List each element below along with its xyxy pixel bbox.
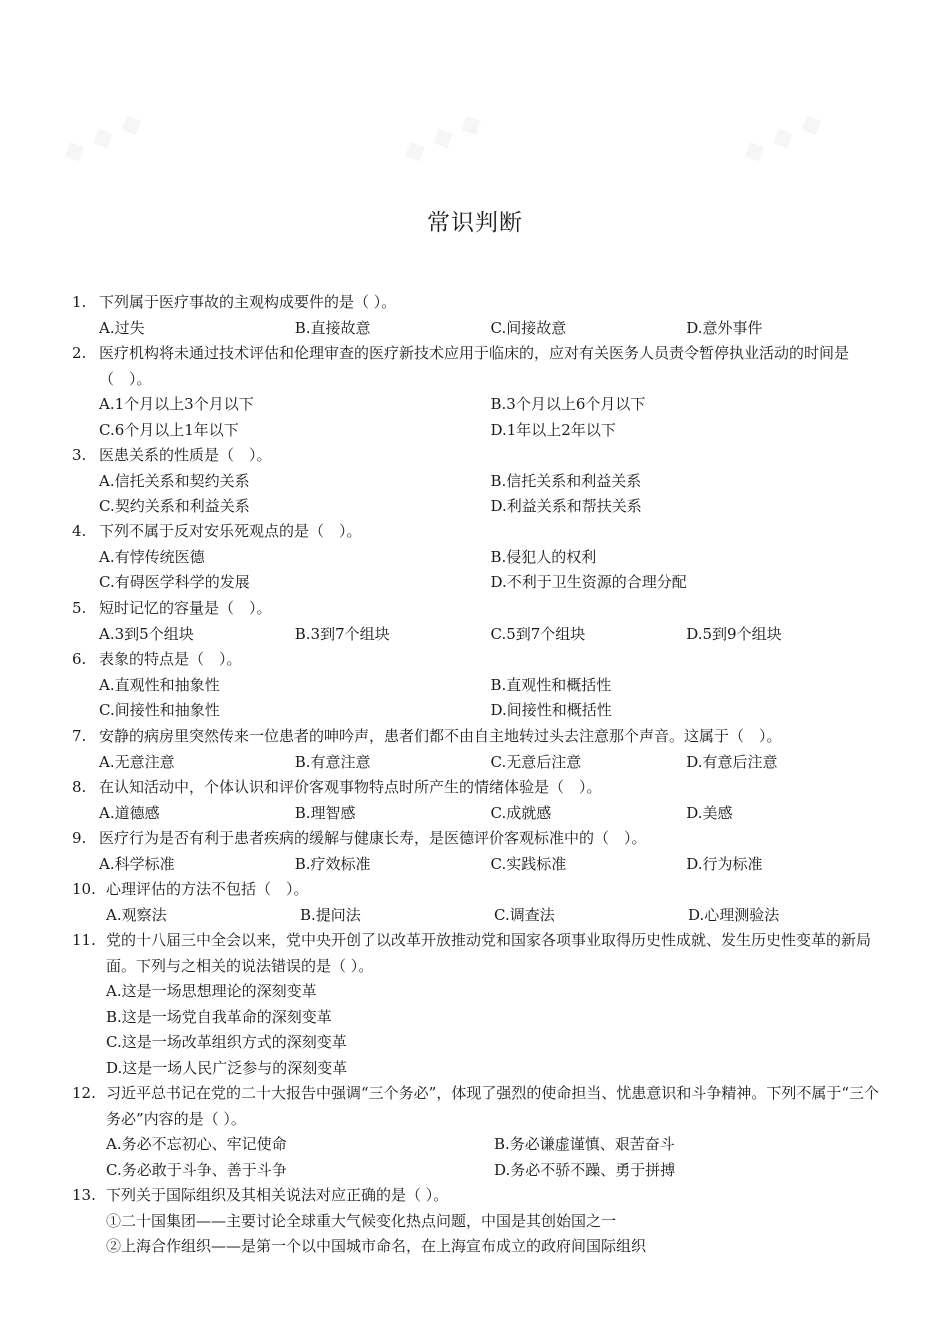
option-a: A.这是一场思想理论的深刻变革: [106, 982, 317, 1000]
option-d: D.利益关系和帮扶关系: [490, 497, 642, 515]
question-number: 5.: [72, 599, 87, 617]
question-number: 3.: [72, 446, 87, 464]
option-a: A.务必不忘初心、牢记使命: [106, 1135, 287, 1153]
option-a: A.道德感: [99, 803, 160, 822]
question-number: 7.: [72, 727, 87, 745]
question-number: 2.: [72, 344, 87, 362]
question-4: [72, 519, 882, 596]
option-c: C.6个月以上1年以下: [99, 420, 239, 439]
question-2: [72, 341, 882, 443]
question-number: 11.: [72, 931, 96, 949]
option-a: A.科学标准: [99, 854, 175, 873]
option-a: A.无意注意: [99, 752, 175, 771]
watermark: [397, 104, 487, 169]
question-number: 12.: [72, 1084, 96, 1102]
question-9: [72, 826, 882, 877]
option-d: D.务必不骄不躁、勇于拼搏: [494, 1160, 676, 1179]
question-5: [72, 596, 882, 647]
question-stem: 下列属于医疗事故的主观构成要件的是（ ）。: [99, 293, 397, 311]
option-c: C.务必敢于斗争、善于斗争: [106, 1160, 287, 1179]
question-number: 10.: [72, 880, 96, 898]
question-10: [72, 877, 882, 928]
watermark: [57, 104, 147, 169]
option-c: C.无意后注意: [490, 752, 582, 771]
question-stem: 安静的病房里突然传来一位患者的呻吟声，患者们都不由自主地转过头去注意那个声音。这属于（ ）。: [99, 727, 782, 745]
question-number: 6.: [72, 650, 87, 668]
option-a: A.信托关系和契约关系: [99, 471, 250, 490]
option-a: A.过失: [99, 318, 145, 337]
question-stem: 心理评估的方法不包括（ ）。: [106, 880, 309, 898]
question-number: 1.: [72, 293, 87, 311]
question-number: 8.: [72, 778, 87, 796]
option-b: B.侵犯人的权利: [490, 547, 597, 566]
option-b: B.有意注意: [294, 752, 371, 771]
question-number: 9.: [72, 829, 87, 847]
watermark: [737, 104, 827, 169]
option-d: D.行为标准: [686, 854, 763, 873]
option-d: D.5到9个组块: [686, 624, 782, 643]
question-13: [72, 1183, 882, 1260]
question-stem: 党的十八届三中全会以来，党中央开创了以改革开放推动党和国家各项事业取得历史性成就、发生历史性变革的新局面。下列与之相关的说法错误的是（ ）。: [106, 931, 872, 975]
option-d: D.美感: [686, 803, 733, 822]
option-c: C.间接故意: [490, 318, 567, 337]
option-d: D.心理测验法: [688, 905, 780, 924]
question-stem: 医疗行为是否有利于患者疾病的缓解与健康长寿，是医德评价客观标准中的（ ）。: [99, 829, 647, 847]
option-b: B.3个月以上6个月以下: [490, 395, 646, 413]
option-b: B.这是一场党自我革命的深刻变革: [106, 1007, 332, 1026]
statement-item: ②上海合作组织——是第一个以中国城市命名，在上海宣布成立的政府间国际组织: [106, 1237, 647, 1255]
option-a: A.有悖传统医德: [99, 547, 205, 566]
question-stem: 在认知活动中，个体认识和评价客观事物特点时所产生的情绪体验是（ ）。: [99, 778, 602, 796]
question-number: 4.: [72, 522, 87, 540]
question-8: [72, 775, 882, 826]
option-a: A.直观性和抽象性: [99, 675, 220, 694]
question-stem: 医患关系的性质是（ ）。: [99, 446, 272, 464]
option-b: B.3到7个组块: [294, 624, 390, 643]
option-b: B.疗效标准: [294, 854, 371, 873]
question-3: [72, 443, 882, 520]
question-stem: 短时记忆的容量是（ ）。: [99, 599, 272, 617]
page-title: 常识判断: [427, 210, 523, 236]
option-c: C.契约关系和利益关系: [99, 497, 250, 515]
option-a: A.3到5个组块: [99, 624, 194, 643]
question-stem: 下列关于国际组织及其相关说法对应正确的是（ ）。: [106, 1186, 449, 1204]
question-7: [72, 724, 882, 775]
question-stem: 医疗机构将未通过技术评估和伦理审查的医疗新技术应用于临床的，应对有关医务人员责令暂停执业活动的时间是（ ）。: [99, 344, 850, 388]
option-c: C.间接性和抽象性: [99, 701, 220, 719]
question-number: 13.: [72, 1186, 96, 1204]
question-stem: 下列不属于反对安乐死观点的是（ ）。: [99, 522, 362, 540]
option-d: D.不利于卫生资源的合理分配: [490, 573, 687, 591]
question-11: [72, 928, 882, 1081]
option-b: B.提问法: [300, 905, 361, 924]
option-c: C.实践标准: [490, 854, 567, 873]
option-d: D.意外事件: [686, 318, 763, 337]
question-stem: 习近平总书记在党的二十大报告中强调“三个务必”，体现了强烈的使命担当、忧患意识和斗争精神。下列不属于“三个务必”内容的是（ ）。: [106, 1084, 880, 1128]
option-c: C.成就感: [490, 803, 552, 822]
option-d: D.有意后注意: [686, 752, 778, 771]
option-d: D.1年以上2年以下: [490, 420, 616, 439]
option-c: C.5到7个组块: [490, 624, 586, 643]
option-d: D.间接性和概括性: [490, 701, 612, 719]
option-c: C.有碍医学科学的发展: [99, 573, 250, 591]
option-b: B.直观性和概括性: [490, 675, 612, 694]
option-c: C.调查法: [494, 905, 555, 924]
option-b: B.务必谦虚谨慎、艰苦奋斗: [494, 1135, 675, 1153]
statement-item: ①二十国集团——主要讨论全球重大气候变化热点问题，中国是其创始国之一: [106, 1211, 617, 1230]
option-a: A.1个月以上3个月以下: [99, 395, 254, 413]
question-1: [72, 290, 882, 341]
option-b: B.直接故意: [294, 318, 371, 337]
option-d: D.这是一场人民广泛参与的深刻变革: [106, 1058, 348, 1077]
option-c: C.这是一场改革组织方式的深刻变革: [106, 1033, 347, 1051]
option-b: B.信托关系和利益关系: [490, 471, 642, 490]
question-6: [72, 647, 882, 724]
option-a: A.观察法: [106, 905, 167, 924]
question-stem: 表象的特点是（ ）。: [99, 650, 242, 668]
question-12: [72, 1081, 882, 1183]
option-b: B.理智感: [294, 803, 356, 822]
